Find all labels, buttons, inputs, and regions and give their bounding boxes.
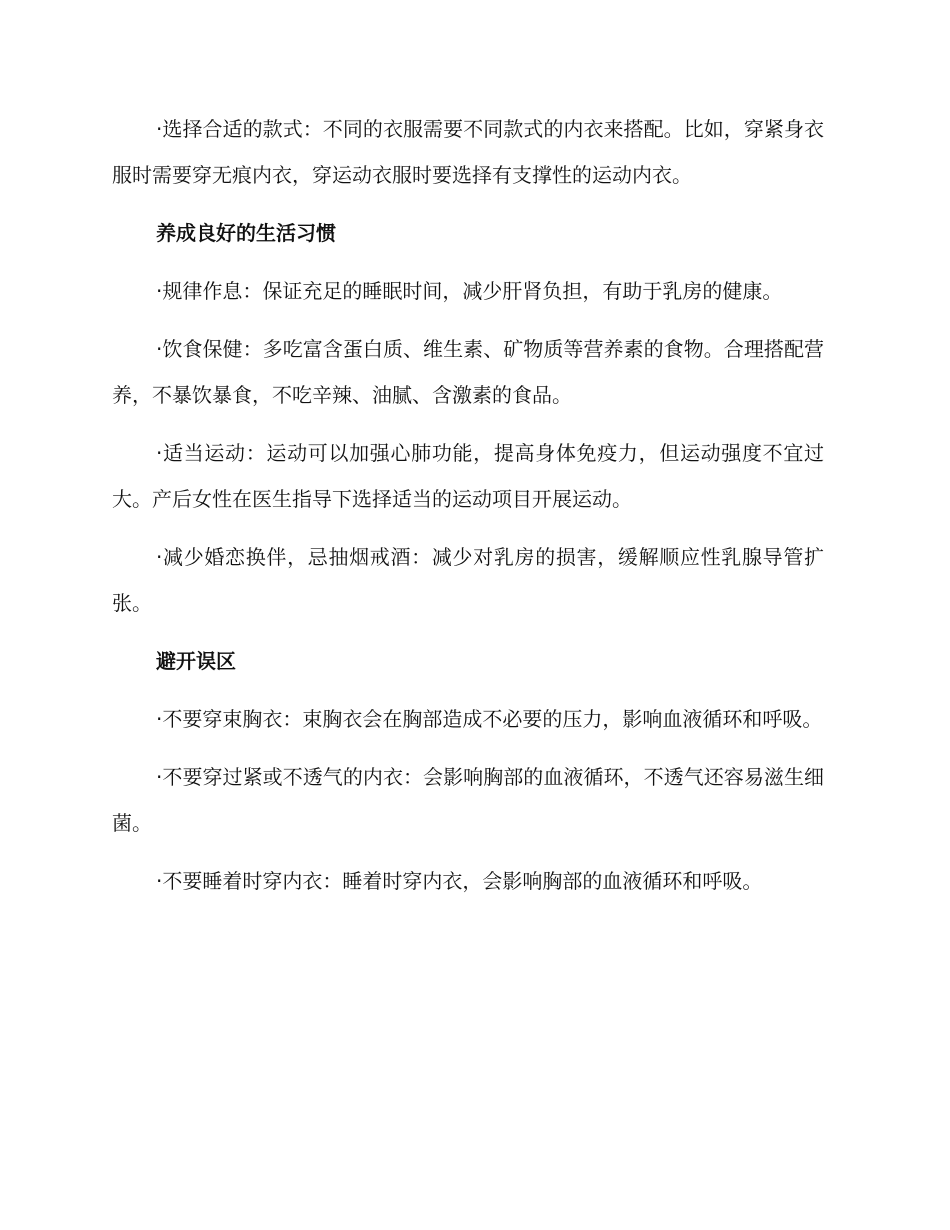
heading-avoid-mistakes: 避开误区 [156,649,236,673]
paragraph-no-corset: ·不要穿束胸衣：束胸衣会在胸部造成不必要的压力，影响血液循环和呼吸。 [156,707,823,731]
paragraph-choose-style: ·选择合适的款式：不同的衣服需要不同款式的内衣来搭配。比如，穿紧身衣服时需要穿无痕内衣，穿运动衣服时要选择有支撑性的运动内衣。 [112,117,824,187]
paragraph-lifestyle: ·减少婚恋换伴，忌抽烟戒酒：减少对乳房的损害，缓解顺应性乳腺导管扩张。 [112,545,824,615]
paragraph-exercise: ·适当运动：运动可以加强心肺功能，提高身体免疫力，但运动强度不宜过大。产后女性在医生指导下选择适当的运动项目开展运动。 [112,441,824,511]
document-body [112,106,824,916]
paragraph-no-sleeping-bra: ·不要睡着时穿内衣：睡着时穿内衣，会影响胸部的血液循环和呼吸。 [156,869,763,893]
paragraph-regular-rest: ·规律作息：保证充足的睡眠时间，减少肝肾负担，有助于乳房的健康。 [156,279,783,303]
heading-good-habits: 养成良好的生活习惯 [156,221,336,245]
paragraph-diet-health: ·饮食保健：多吃富含蛋白质、维生素、矿物质等营养素的食物。合理搭配营养，不暴饮暴食，不吃辛辣、油腻、含激素的食品。 [112,337,824,407]
paragraph-no-tight-underwear: ·不要穿过紧或不透气的内衣：会影响胸部的血液循环，不透气还容易滋生细菌。 [112,765,824,835]
